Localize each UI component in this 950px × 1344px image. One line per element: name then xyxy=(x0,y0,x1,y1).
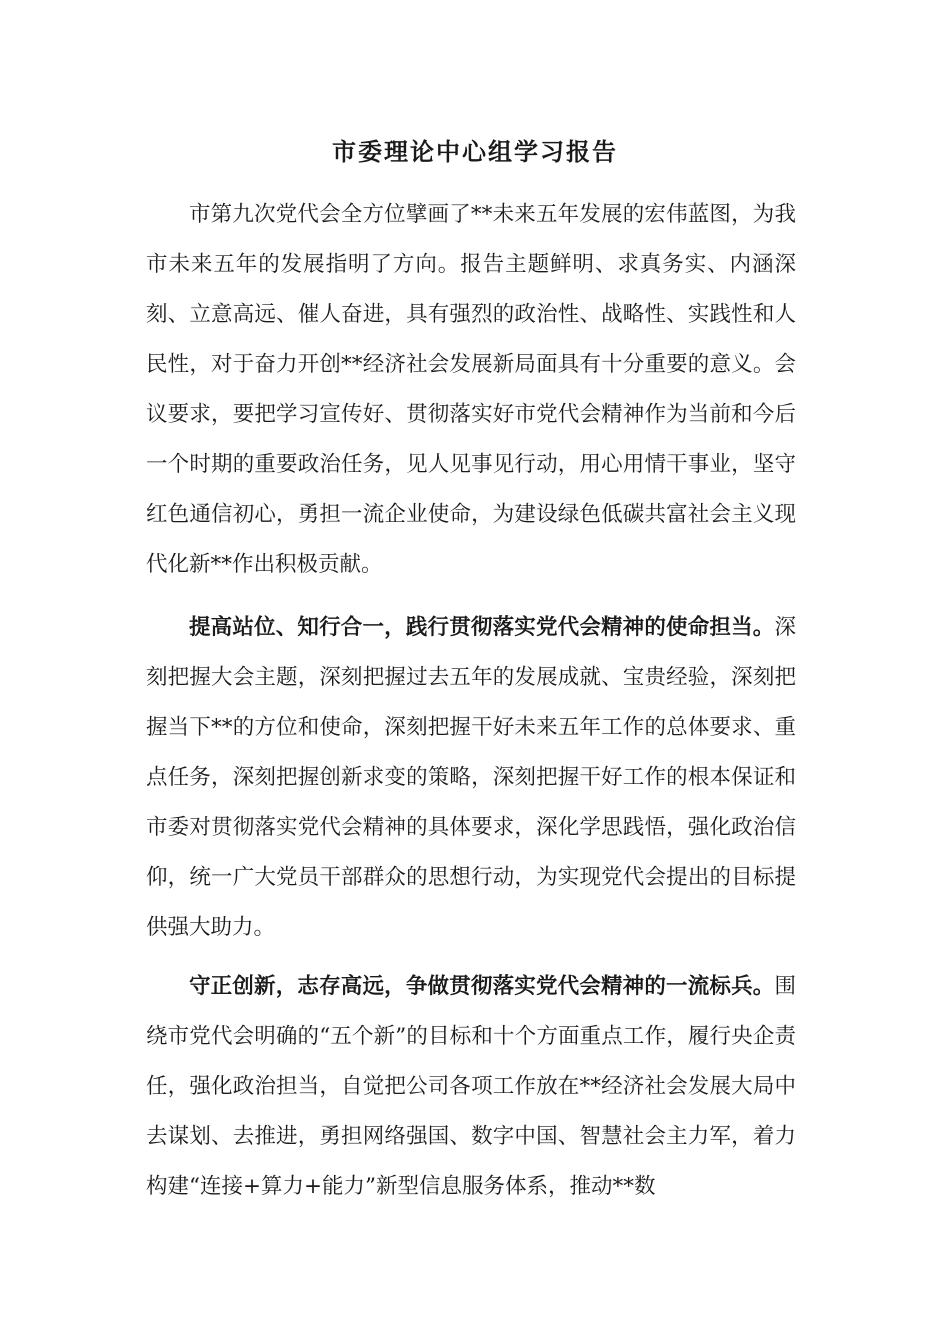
paragraph-section-1 xyxy=(146,603,796,953)
section-2-heading: 守正创新，志存高远，争做贯彻落实党代会精神的一流标兵。 xyxy=(189,974,775,999)
section-2-text: 围绕市党代会明确的“五个新”的目标和十个方面重点工作，履行央企责任，强化政治担当，自觉把公司各项工作放在**经济社会发展大局中去谋划、去推进，勇担网络强国、数字中国、智慧社会主力军，着力构建“连接+算力+能力”新型信息服务体系，推动**数 xyxy=(146,974,796,1199)
section-1-heading: 提高站位、知行合一，践行贯彻落实党代会精神的使命担当。 xyxy=(189,615,775,640)
paragraph-intro-text: 市第九次党代会全方位擘画了**未来五年发展的宏伟蓝图，为我市未来五年的发展指明了方向。报告主题鲜明、求真务实、内涵深刻、立意高远、催人奋进，具有强烈的政治性、战略性、实践性和人民性，对于奋力开创**经济社会发展新局面具有十分重要的意义。会议要求，要把学习宣传好、贯彻落实好市党代会精神作为当前和今后一个时期的重要政治任务，见人见事见行动，用心用情干事业，坚守红色通信初心，勇担一流企业使命，为建设绿色低碳共富社会主义现代化新**作出积极贡献。 xyxy=(146,202,796,577)
section-1-text: 深刻把握大会主题，深刻把握过去五年的发展成就、宝贵经验，深刻把握当下**的方位和使命，深刻把握干好未来五年工作的总体要求、重点任务，深刻把握创新求变的策略，深刻把握干好工作的根本保证和市委对贯彻落实党代会精神的具体要求，深化学思践悟，强化政治信仰，统一广大党员干部群众的思想行动，为实现党代会提出的目标提供强大助力。 xyxy=(146,615,796,940)
paragraph-intro xyxy=(146,190,796,590)
paragraph-section-2 xyxy=(146,962,796,1212)
document-title: 市委理论中心组学习报告 xyxy=(332,137,618,166)
